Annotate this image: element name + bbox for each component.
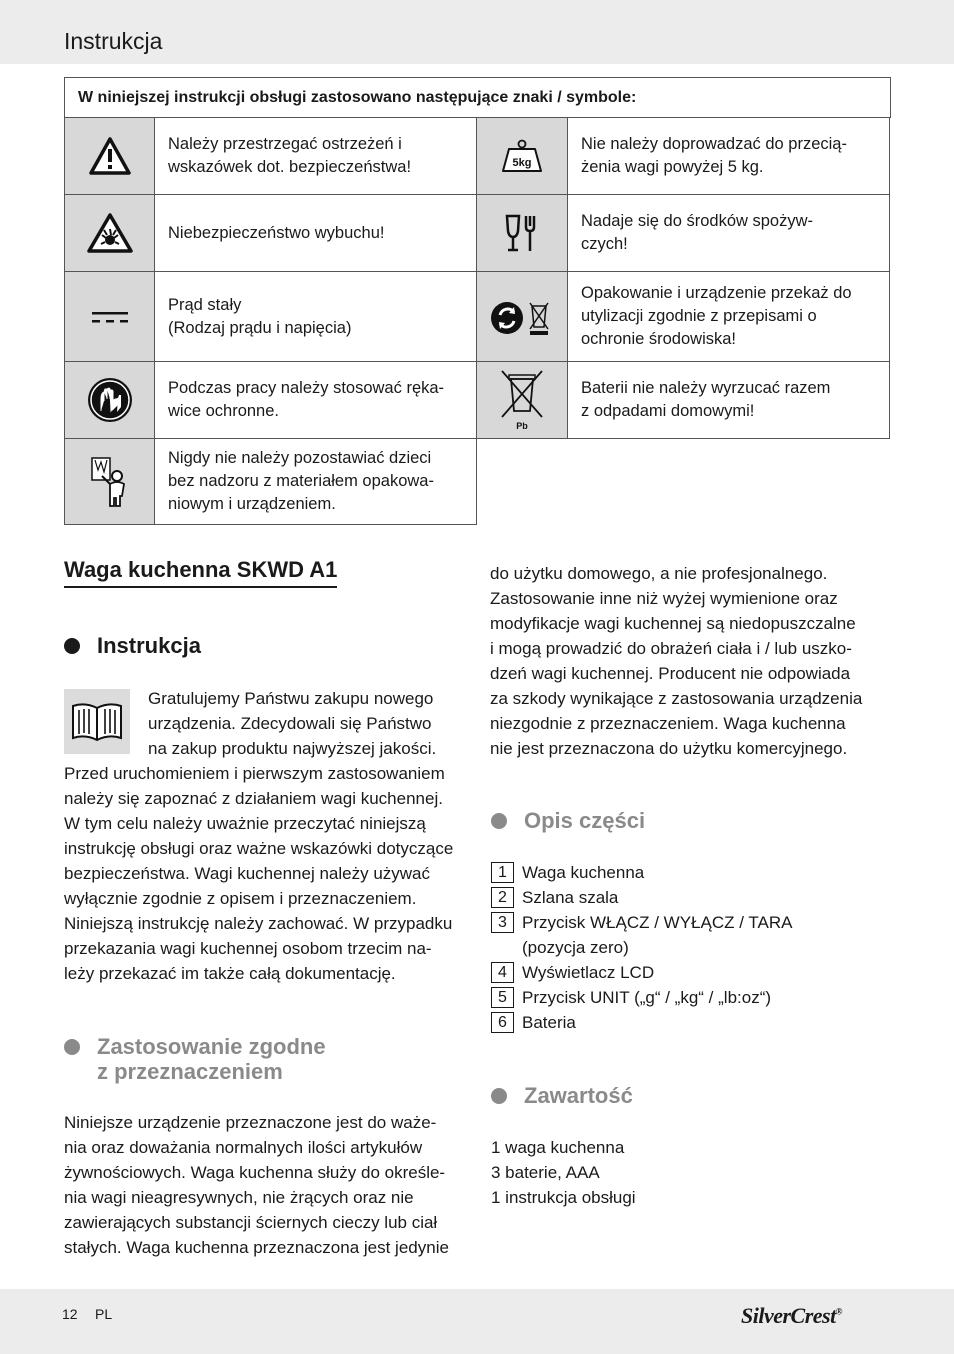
registered-mark: ® [835,1306,842,1317]
pb-label: Pb [516,421,528,431]
symbol-row [477,362,890,439]
part-item [491,885,792,910]
text-line: z odpadami domowymi! [581,402,755,420]
bullet-icon [491,1088,507,1104]
text-line: zawierających substancji ściernych cieczy lub ciał [64,1213,438,1232]
symbol-description [155,118,477,195]
part-number: 1 [491,862,514,883]
section-heading-zastosowanie [64,1034,326,1084]
text-line: Baterii nie należy wyrzucać razem [581,379,831,397]
symbols-heading: W niniejszej instrukcji obsługi zastosowano następujące znaki / symbole: [64,77,891,118]
language-code: PL [95,1306,113,1322]
text-line: urządzenia. Zdecydowali się Państwo [148,714,432,733]
text-line: wice ochronne. [168,402,279,420]
symbol-row [64,439,477,525]
text-line: Niniejszą instrukcję należy zachować. W przypadku [64,914,453,933]
page-title: Instrukcja [64,28,163,54]
recycling-disposal-icon [477,272,568,362]
intro-paragraph-top [148,686,458,761]
contents-list [491,1135,891,1210]
list-item: 1 waga kuchenna [491,1138,625,1157]
section-heading-zawartosc [491,1083,633,1108]
symbol-description [155,272,477,362]
part-number: 6 [491,1012,514,1033]
text-line: należy się zapoznać z działaniem wagi kuchennej. [64,789,443,808]
part-label-line: Przycisk WŁĄCZ / WYŁĄCZ / TARA [522,913,793,932]
protective-gloves-icon [64,362,155,439]
text-line: Nie należy doprowadzać do przecią- [581,135,847,153]
symbol-description [568,195,890,272]
text-line: Niebezpieczeństwo wybuchu! [168,223,385,242]
text-line: dzeń wagi kuchennej. Producent nie odpowiada [490,664,851,683]
text-line: do użytku domowego, a nie profesjonalnego. [490,564,828,583]
part-item [491,960,792,985]
section-heading-opis [491,808,645,833]
text-line: nia wagi nieagresywnych, nie żrących oraz nie [64,1188,414,1207]
part-item [491,860,792,885]
part-item [491,985,792,1010]
text-line: i mogą prowadzić do obrażeń ciała i / lub uszko- [490,639,852,658]
text-line: bezpieczeństwa. Wagi kuchennej należy używać [64,864,431,883]
text-line: Nadaje się do środków spożyw- [581,212,814,230]
text-line: Prąd stały [168,295,242,314]
symbol-row [477,272,890,362]
direct-current-icon [64,272,155,362]
section-heading-instrukcja [64,633,201,658]
symbol-description [155,439,477,525]
parts-list [491,860,792,1035]
symbol-description [155,362,477,439]
symbol-row [477,118,890,195]
symbol-description [568,118,890,195]
bullet-icon [491,813,507,829]
weight-5kg-icon [477,118,568,195]
heading-line: z przeznaczeniem [97,1059,283,1084]
battery-disposal-icon [477,362,568,439]
text-line: W tym celu należy uważnie przeczytać niniejszą [64,814,426,833]
heading-text [97,1034,326,1084]
text-line: żywnościowych. Waga kuchenna służy do określe- [64,1163,446,1182]
text-line: Gratulujemy Państwu zakupu nowego [148,689,434,708]
text-line: Przed uruchomieniem i pierwszym zastosowaniem [64,764,445,783]
part-item [491,1010,792,1035]
text-line: niezgodnie z przeznaczeniem. Waga kuchenna [490,714,846,733]
heading-text: Instrukcja [97,633,201,658]
text-line: Nigdy nie należy pozostawiać dzieci [168,449,432,467]
symbol-row [64,272,477,362]
bullet-icon [64,638,80,654]
list-item: 3 baterie, AAA [491,1163,600,1182]
usage-paragraph [64,1110,464,1260]
text-line: ochronie środowiska! [581,330,736,348]
symbol-description [568,362,890,439]
text-line: za szkody wynikające z zastosowania urządzenia [490,689,863,708]
text-line: bez nadzoru z materiałem opakowa- [168,472,434,490]
text-line: wskazówek dot. bezpieczeństwa! [168,158,412,176]
brand-logo [741,1303,842,1329]
text-line: instrukcję obsługi oraz ważne wskazówki dotyczące [64,839,454,858]
symbol-description [568,272,890,362]
warning-triangle-icon [64,118,155,195]
text-line: niowym i urządzeniem. [168,495,336,513]
part-label: Bateria [522,1013,576,1032]
text-line: czych! [581,235,628,253]
symbol-row [64,362,477,439]
part-label-line: (pozycja zero) [522,938,629,957]
heading-text: Opis części [524,808,646,833]
text-line: nie jest przeznaczona do użytku komercyjnego. [490,739,848,758]
part-item [491,910,792,960]
part-number: 3 [491,912,514,933]
explosion-hazard-icon [64,195,155,272]
heading-line: Zastosowanie zgodne [97,1034,326,1059]
text-line: nia oraz doważania normalnych ilości artykułów [64,1138,423,1157]
text-line: Niniejsze urządzenie przeznaczone jest do waże- [64,1113,437,1132]
text-line: Zastosowanie inne niż wyżej wymienione oraz [490,589,838,608]
text-line: Podczas pracy należy stosować ręka- [168,379,445,397]
book-icon [64,689,130,754]
brand-name: SilverCrest [741,1303,836,1328]
part-label: Przycisk UNIT („g“ / „kg“ / „lb:oz“) [522,988,772,1007]
part-number: 2 [491,887,514,908]
part-label: Waga kuchenna [522,863,645,882]
text-line: modyfikacje wagi kuchennej są niedopuszczalne [490,614,856,633]
symbol-row [64,195,477,272]
food-safe-icon [477,195,568,272]
usage-paragraph-continued [490,561,890,761]
text-line: stałych. Waga kuchenna przeznaczona jest jedynie [64,1238,449,1257]
symbol-row [64,118,477,195]
text-line: leży przekazać im także całą dokumentację. [64,964,396,983]
part-label: Szlana szala [522,888,619,907]
bullet-icon [64,1039,80,1055]
symbol-row [477,195,890,272]
text-line: przekazania wagi kuchennej osobom trzecim na- [64,939,432,958]
weight-label: 5kg [512,157,532,169]
part-label: Wyświetlacz LCD [522,963,655,982]
part-number: 5 [491,987,514,1008]
text-line: Należy przestrzegać ostrzeżeń i [168,135,402,153]
text-line: (Rodzaj prądu i napięcia) [168,318,352,337]
page-number: 12 [62,1306,78,1322]
text-line: żenia wagi powyżej 5 kg. [581,158,764,176]
text-line: Opakowanie i urządzenie przekaż do [581,284,852,302]
text-line: utylizacji zgodnie z przepisami o [581,307,817,325]
symbol-description [155,195,477,272]
part-number: 4 [491,962,514,983]
intro-paragraph [64,761,464,986]
child-packaging-icon [64,439,155,525]
symbols-table [64,77,891,118]
product-title: Waga kuchenna SKWD A1 [64,557,337,588]
text-line: wyłącznie zgodnie z opisem i przeznaczeniem. [64,889,417,908]
list-item: 1 instrukcja obsługi [491,1188,636,1207]
text-line: na zakup produktu najwyższej jakości. [148,739,437,758]
heading-text: Zawartość [524,1083,633,1108]
part-label [522,910,792,960]
